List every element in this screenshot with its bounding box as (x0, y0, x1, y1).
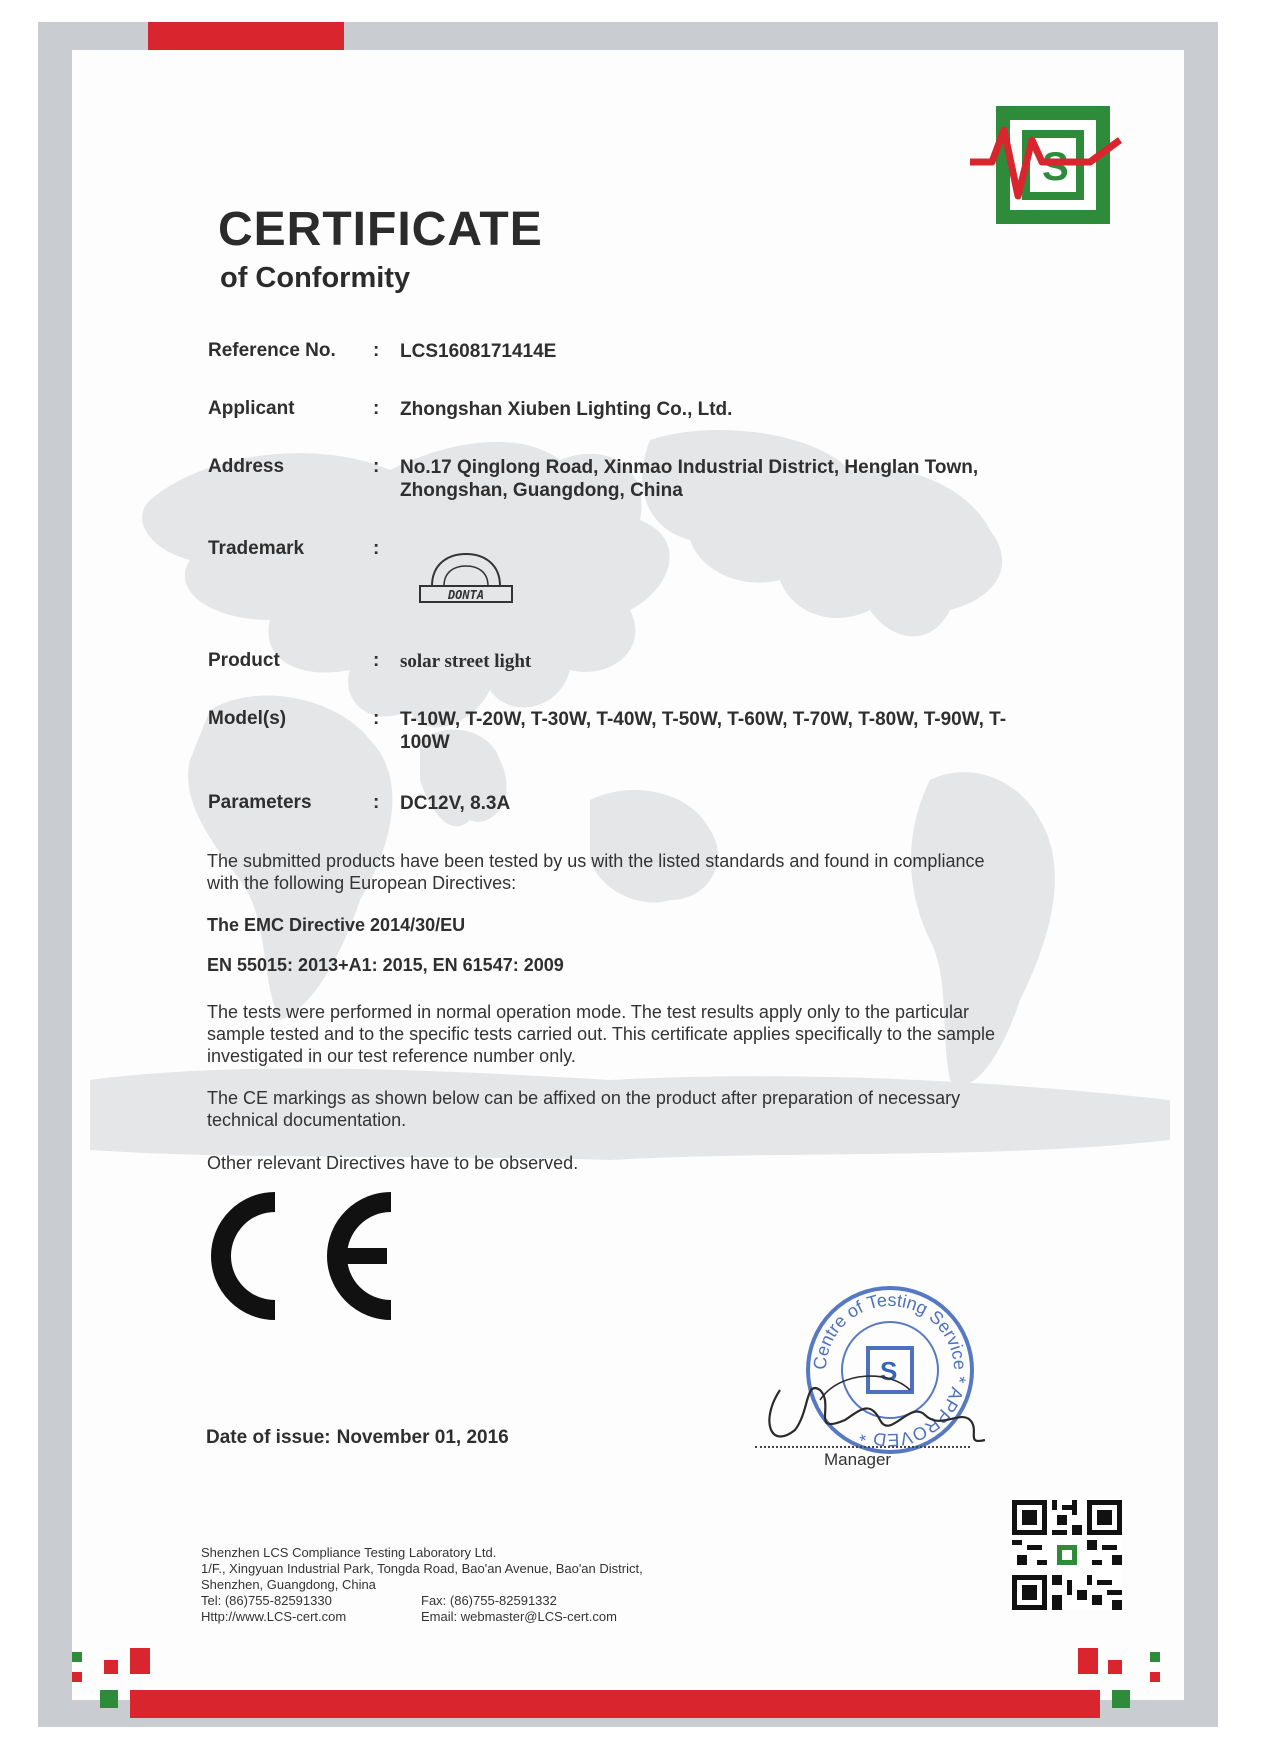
manager-signature (750, 1330, 990, 1450)
standards-list: EN 55015: 2013+A1: 2015, EN 61547: 2009 (207, 955, 564, 975)
issue-date (206, 1427, 509, 1449)
issue-date-value: November 01, 2016 (336, 1427, 509, 1448)
reference-number: LCS1608171414E (400, 341, 557, 362)
lab-email[interactable]: Email: webmaster@LCS-cert.com (421, 1609, 617, 1624)
signature-line (755, 1446, 970, 1448)
lab-telephone: Tel: (86)755-82591330 (201, 1593, 332, 1608)
field-label: Product (208, 650, 280, 671)
field-label: Address (208, 456, 285, 477)
field-label: Parameters (208, 792, 312, 813)
stamp-text: Centre of Testing Service * APPROVED * (809, 1289, 971, 1451)
model-list: T-10W, T-20W, T-30W, T-40W, T-50W, T-60W, T-70W, T-80W, T-90W, T-100W (400, 709, 1007, 753)
emc-directive: The EMC Directive 2014/30/EU (207, 915, 466, 935)
applicant-name: Zhongshan Xiuben Lighting Co., Ltd. (400, 399, 733, 420)
certificate-title: CERTIFICATE (218, 203, 543, 256)
lab-website[interactable]: Http://www.LCS-cert.com (201, 1609, 347, 1624)
issue-date-label: Date of issue: (206, 1427, 331, 1448)
test-statement: The tests were performed in normal operation mode. The test results apply only to the particular sample tested and to the specific tests carried out. This certificate applies specifically to the sample investigated in our test reference number only. (207, 1002, 996, 1066)
lab-address-line1: 1/F., Xingyuan Industrial Park, Tongda Road, Bao'an Avenue, Bao'an District, (201, 1561, 643, 1576)
trademark-logo (418, 550, 514, 606)
signature-title: Manager (824, 1450, 892, 1469)
svg-text:S: S (880, 1356, 898, 1386)
trademark-text: DONTA (447, 588, 485, 602)
lab-name: Shenzhen LCS Compliance Testing Laboratory Ltd. (201, 1545, 497, 1560)
lab-fax: Fax: (86)755-82591332 (421, 1593, 557, 1608)
field-label: Reference No. (208, 340, 336, 361)
compliance-intro: The submitted products have been tested by us with the listed standards and found in compliance with the following European Directives: (207, 851, 985, 893)
lcs-logo (970, 100, 1130, 230)
ce-mark-icon (205, 1190, 405, 1320)
field-label: Trademark (208, 538, 305, 559)
parameters-value: DC12V, 8.3A (400, 793, 511, 814)
field-label: Applicant (208, 398, 295, 419)
red-accent-bar-bottom (130, 1690, 1100, 1718)
lab-address-line2: Shenzhen, Guangdong, China (201, 1577, 376, 1592)
svg-text:S: S (1042, 145, 1069, 189)
applicant-address: No.17 Qinglong Road, Xinmao Industrial District, Henglan Town, Zhongshan, Guangdong, China (400, 457, 979, 501)
other-directives-note: Other relevant Directives have to be observed. (207, 1153, 579, 1173)
qr-code-icon (1012, 1500, 1122, 1610)
ce-marking-statement: The CE markings as shown below can be affixed on the product after preparation of necessary technical documentation. (207, 1088, 961, 1130)
red-accent-bar-top (148, 22, 344, 50)
lab-contact-footer (201, 1545, 643, 1625)
field-label: Model(s) (208, 708, 287, 729)
certificate-subtitle: of Conformity (220, 262, 411, 294)
product-name: solar street light (400, 651, 532, 672)
